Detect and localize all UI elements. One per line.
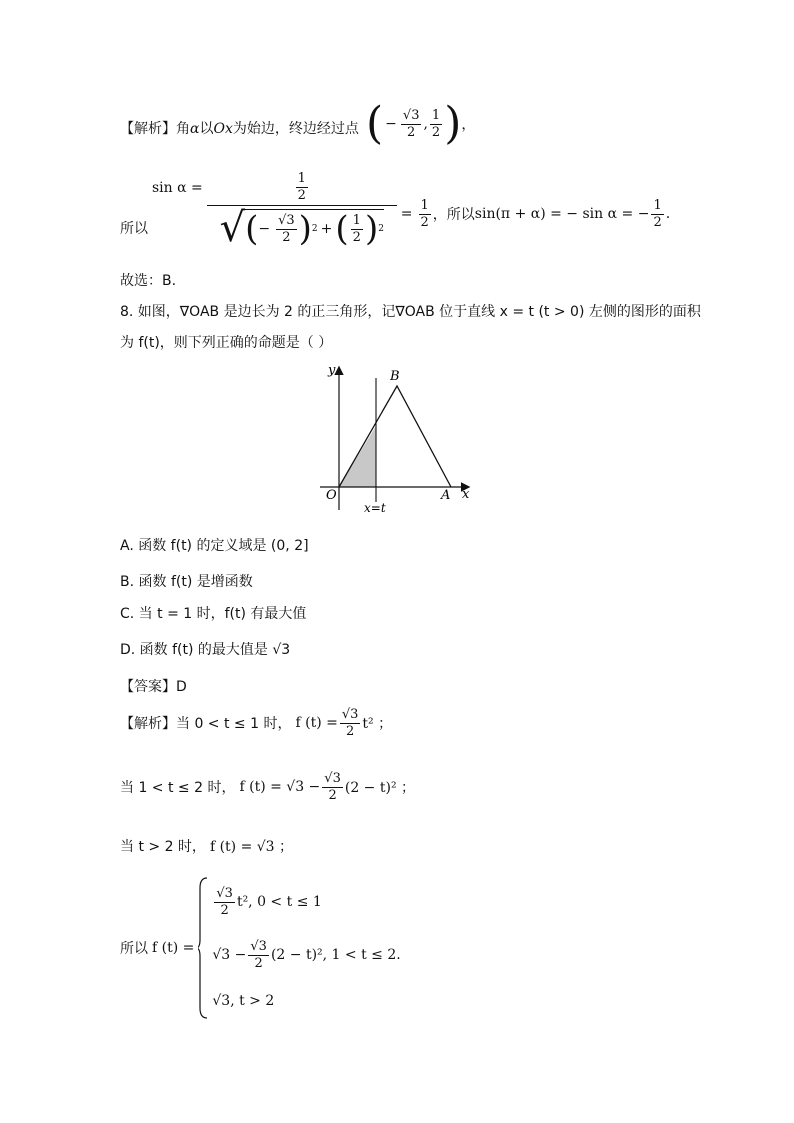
text-yi: 以: [199, 121, 214, 137]
case-2-fraction: $\frac{√3}{2}$: [324, 771, 341, 803]
piecewise-brace: [198, 876, 208, 1020]
point-y-fraction: $\frac{1}{2}$: [431, 107, 441, 140]
point-tail: ，: [461, 117, 476, 133]
choice-b: 故选：B.: [120, 273, 177, 289]
case-3-f: f (t) = √3 ；: [209, 839, 294, 855]
piecewise-rows: [212, 876, 400, 1020]
piecewise-summary: [120, 876, 401, 1020]
derivation-mid: ，所以: [432, 207, 475, 223]
sin-alpha-label: sin α =: [152, 180, 203, 196]
option-b: B. 函数 f(t) 是增函数: [120, 574, 253, 590]
question-8-line-2: 为 f(t)，则下列正确的命题是（ ）: [120, 335, 333, 351]
answer-line: 【答案】D: [120, 679, 187, 695]
text-start-side: 为始边，终边经过点: [232, 121, 359, 137]
analysis-line-1: [120, 118, 359, 138]
vertex-b-label: B: [390, 369, 400, 384]
analysis-lead-2: 【解析】: [120, 716, 176, 733]
case-2-tail: (2 − t)² ；: [344, 780, 416, 797]
piecewise-row-3: √3, t > 2: [212, 992, 275, 1009]
option-a: A. 函数 f(t) 的定义域是 (0, 2]: [120, 538, 309, 554]
equals-sign: =: [400, 206, 413, 222]
case-3-condition: 当 t > 2 时，: [120, 839, 206, 855]
option-c: C. 当 t = 1 时，f(t) 有最大值: [120, 606, 307, 622]
one-over-2: $\frac{1}{2}$: [352, 213, 361, 245]
piecewise-row-1: $\frac{√3}{2}$ t², 0 < t ≤ 1: [216, 886, 322, 918]
analysis-lead: 【解析】: [120, 121, 176, 137]
big-fraction: [207, 171, 397, 251]
case-3: [120, 836, 293, 856]
ox-symbol: Ox: [213, 121, 233, 137]
vertex-a-label: A: [441, 488, 451, 503]
case-1: [120, 708, 392, 738]
piecewise-row-2: √3 − $\frac{√3}{2}$ (2 − t)², 1 < t ≤ 2 .: [212, 938, 401, 971]
summary-lead: 所以: [120, 941, 148, 957]
sin-pi-plus-alpha: sin(π + α) = − sin α = −: [474, 206, 650, 222]
point-x-fraction: $\frac{√3}{2}$: [402, 107, 420, 140]
derivation-lead: 所以: [120, 221, 148, 237]
case-1-tail: t² ；: [362, 716, 393, 733]
summary-f: f (t) =: [152, 940, 195, 956]
option-d: D. 函数 f(t) 的最大值是 √3: [120, 642, 291, 658]
sin-derivation: [120, 162, 670, 258]
x-axis-label: x: [462, 487, 470, 502]
case-2-condition: 当 1 < t ≤ 2 时，: [120, 780, 236, 797]
y-axis-label: y: [328, 363, 336, 378]
alpha-symbol: α: [190, 121, 200, 137]
sqrt3-over-2: $\frac{√3}{2}$: [278, 213, 295, 245]
derivation-end: .: [665, 206, 671, 222]
origin-label: O: [326, 488, 337, 503]
line-label: x=t: [364, 501, 386, 515]
big-fraction-denominator: √ ( − $\frac{√3}{2}$ ) 2 + ( $\frac{1}{2}$ ) 2: [219, 204, 384, 251]
text-jiao: 角: [176, 121, 190, 137]
case-2-f: f (t) = √3 −: [239, 779, 321, 796]
point-coordinates: ( − $\frac{√3}{2}$ , $\frac{1}{2}$ ) ，: [366, 98, 476, 149]
case-2: [120, 772, 415, 802]
case-1-condition: 当 0 < t ≤ 1 时，: [176, 716, 292, 733]
question-8-line-1: 8. 如图，∇OAB 是边长为 2 的正三角形，记∇OAB 位于直线 x = t (t > 0) 左侧的图形的面积: [120, 304, 701, 320]
big-fraction-numerator: $\frac{1}{2}$: [297, 171, 306, 203]
case-1-f: f (t) =: [295, 715, 338, 732]
case-1-fraction: $\frac{√3}{2}$: [341, 707, 359, 739]
result-half: $\frac{1}{2}$: [420, 197, 429, 230]
result-neg-half: $\frac{1}{2}$: [653, 197, 662, 230]
triangle-figure: [310, 360, 480, 516]
